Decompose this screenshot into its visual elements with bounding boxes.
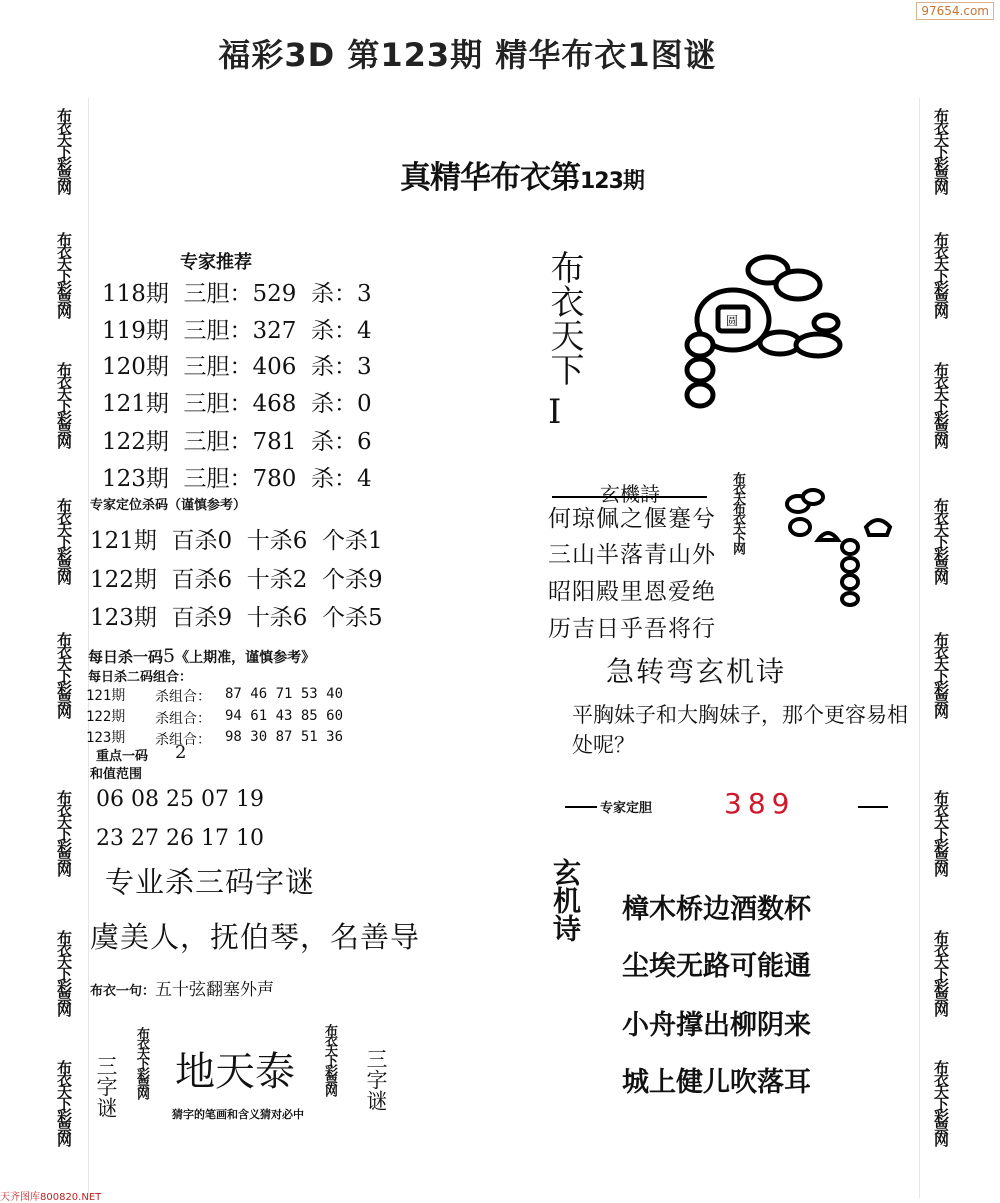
sum-row: 23 27 26 17 10 (96, 826, 264, 851)
side-watermark: 布衣天下彩票网 (55, 108, 73, 192)
side-watermark: 布衣天下彩票网 (932, 632, 950, 716)
three-riddle-label: 三字谜 (364, 1048, 388, 1111)
xuanji-line: 三山半落青山外 (548, 542, 716, 568)
kill-three-heading: 专业杀三码字谜 (105, 865, 316, 899)
daily-kill-line (88, 645, 315, 667)
daily-kill-value: 5 (163, 645, 176, 667)
picture-vertical-text: 布衣天下 (544, 250, 584, 386)
three-riddle-note: 猜字的笔画和含义猜对必中 (172, 1108, 304, 1121)
expert-heading: 专家推荐 (180, 252, 252, 273)
side-watermark: 布衣天下彩票网 (55, 1060, 73, 1144)
side-watermark: 布衣天下彩票网 (134, 1027, 149, 1097)
combo-values: 98 30 87 51 36 (225, 729, 344, 745)
three-riddle-main: 地天泰 (175, 1049, 295, 1095)
key-label: 重点一码 (96, 749, 149, 764)
side-watermark: 布衣天下彩票网 (322, 1024, 337, 1094)
side-watermark: 布衣天下彩票网 (932, 362, 950, 446)
position-kill-row: 123期 百杀9 十杀6 个杀5 (90, 605, 383, 631)
combo-values: 94 61 43 85 60 (225, 708, 344, 724)
xuanji-line: 历吉日乎吾将行 (548, 616, 716, 642)
key-value: 2 (175, 742, 187, 763)
expert-row: 119期 三胆：327 杀：4 (102, 318, 372, 344)
expert-row: 123期 三胆：780 杀：4 (102, 466, 372, 492)
urgent-heading: 急转弯玄机诗 (606, 655, 787, 688)
xuanji-heading: 玄機詩 (600, 482, 660, 506)
site-tag[interactable]: 97654.com (916, 2, 994, 20)
combo-heading: 每日杀二码组合： (88, 670, 193, 685)
xuanji-line: 何琼佩之偃蹇兮 (548, 506, 716, 532)
combo-issue: 121期 (86, 688, 126, 704)
combo-issue: 122期 (86, 709, 126, 725)
buyi-line (90, 975, 274, 1000)
picture-roman: I (548, 392, 562, 432)
daily-kill-heading: 每日杀一码 (88, 648, 164, 666)
side-watermark: 布衣天下彩票网 (55, 632, 73, 716)
side-watermark: 布衣天下彩票网 (55, 930, 73, 1014)
side-watermark: 布衣天下彩票网 (55, 498, 73, 582)
side-watermark: 布衣天下彩票网 (932, 1060, 950, 1144)
side-watermark: 布衣天下彩票网 (932, 930, 950, 1014)
kill-three-riddle: 虞美人，抚伯琴，名善导 (90, 920, 421, 954)
expert-row: 118期 三胆：529 杀：3 (102, 281, 372, 307)
side-watermark: 布衣天下彩票网 (932, 790, 950, 874)
poem2-line: 小舟撑出柳阴来 (622, 1010, 811, 1040)
expert-row: 121期 三胆：468 杀：0 (102, 391, 372, 417)
side-watermark: 布衣天下彩票网 (55, 232, 73, 316)
position-kill-row: 121期 百杀0 十杀6 个杀1 (90, 528, 383, 554)
fixed-dan-dash-right (858, 806, 888, 808)
buyi-label: 布衣一句： (90, 984, 156, 999)
side-watermark: 布衣天下彩票网 (932, 232, 950, 316)
side-watermark: 布衣天下彩票网 (55, 362, 73, 446)
xuanji-divider (552, 496, 707, 498)
rebus-beads-icon (778, 482, 898, 607)
rebus-coins-icon (668, 245, 868, 415)
main-title (400, 152, 644, 197)
main-title-text: 真精华布衣第 (400, 160, 580, 196)
expert-row: 122期 三胆：781 杀：6 (102, 429, 372, 455)
poem2-line: 尘埃无路可能通 (622, 951, 811, 981)
combo-label: 杀组合： (155, 689, 211, 705)
combo-issue: 123期 (86, 730, 126, 746)
position-kill-heading: 专家定位杀码（谨慎参考） (90, 498, 247, 513)
buyi-text: 五十弦翻塞外声 (155, 980, 275, 1000)
poem2-line: 城上健儿吹落耳 (622, 1067, 811, 1097)
position-kill-row: 122期 百杀6 十杀2 个杀9 (90, 567, 383, 593)
poem2-label: 玄机诗 (549, 858, 582, 942)
poem2-line: 樟木桥边酒数杯 (622, 894, 811, 924)
side-watermark: 布衣天下彩票网 (932, 108, 950, 192)
daily-kill-note: 《上期准，谨慎参考》 (175, 650, 316, 666)
side-watermark-short: 布衣天布衣天下网 (730, 472, 745, 552)
fixed-dan-value: 389 (724, 787, 796, 820)
expert-row: 120期 三胆：406 杀：3 (102, 354, 372, 380)
main-title-issue: 123期 (580, 169, 644, 194)
sum-label: 和值范围 (90, 767, 143, 782)
combo-label: 杀组合： (155, 711, 211, 727)
sum-row: 06 08 25 07 19 (96, 787, 264, 812)
combo-label: 杀组合： (155, 732, 211, 748)
footer-watermark: 天齐图库800820.NET (0, 1192, 102, 1203)
side-watermark: 布衣天下彩票网 (55, 790, 73, 874)
side-watermark: 布衣天下彩票网 (932, 498, 950, 582)
urgent-question: 平胸妹子和大胸妹子，那个更容易相处呢？ (572, 703, 908, 757)
fixed-dan-dash-left (565, 806, 597, 808)
page-title: 福彩3D 第123期 精华布衣1图谜 (218, 36, 717, 74)
three-riddle-label: 三字谜 (94, 1055, 118, 1118)
svg-text:圆: 圆 (726, 314, 739, 328)
xuanji-line: 昭阳殿里恩爱绝 (548, 579, 716, 605)
combo-values: 87 46 71 53 40 (225, 686, 344, 702)
fixed-dan-label: 专家定胆 (600, 801, 653, 816)
